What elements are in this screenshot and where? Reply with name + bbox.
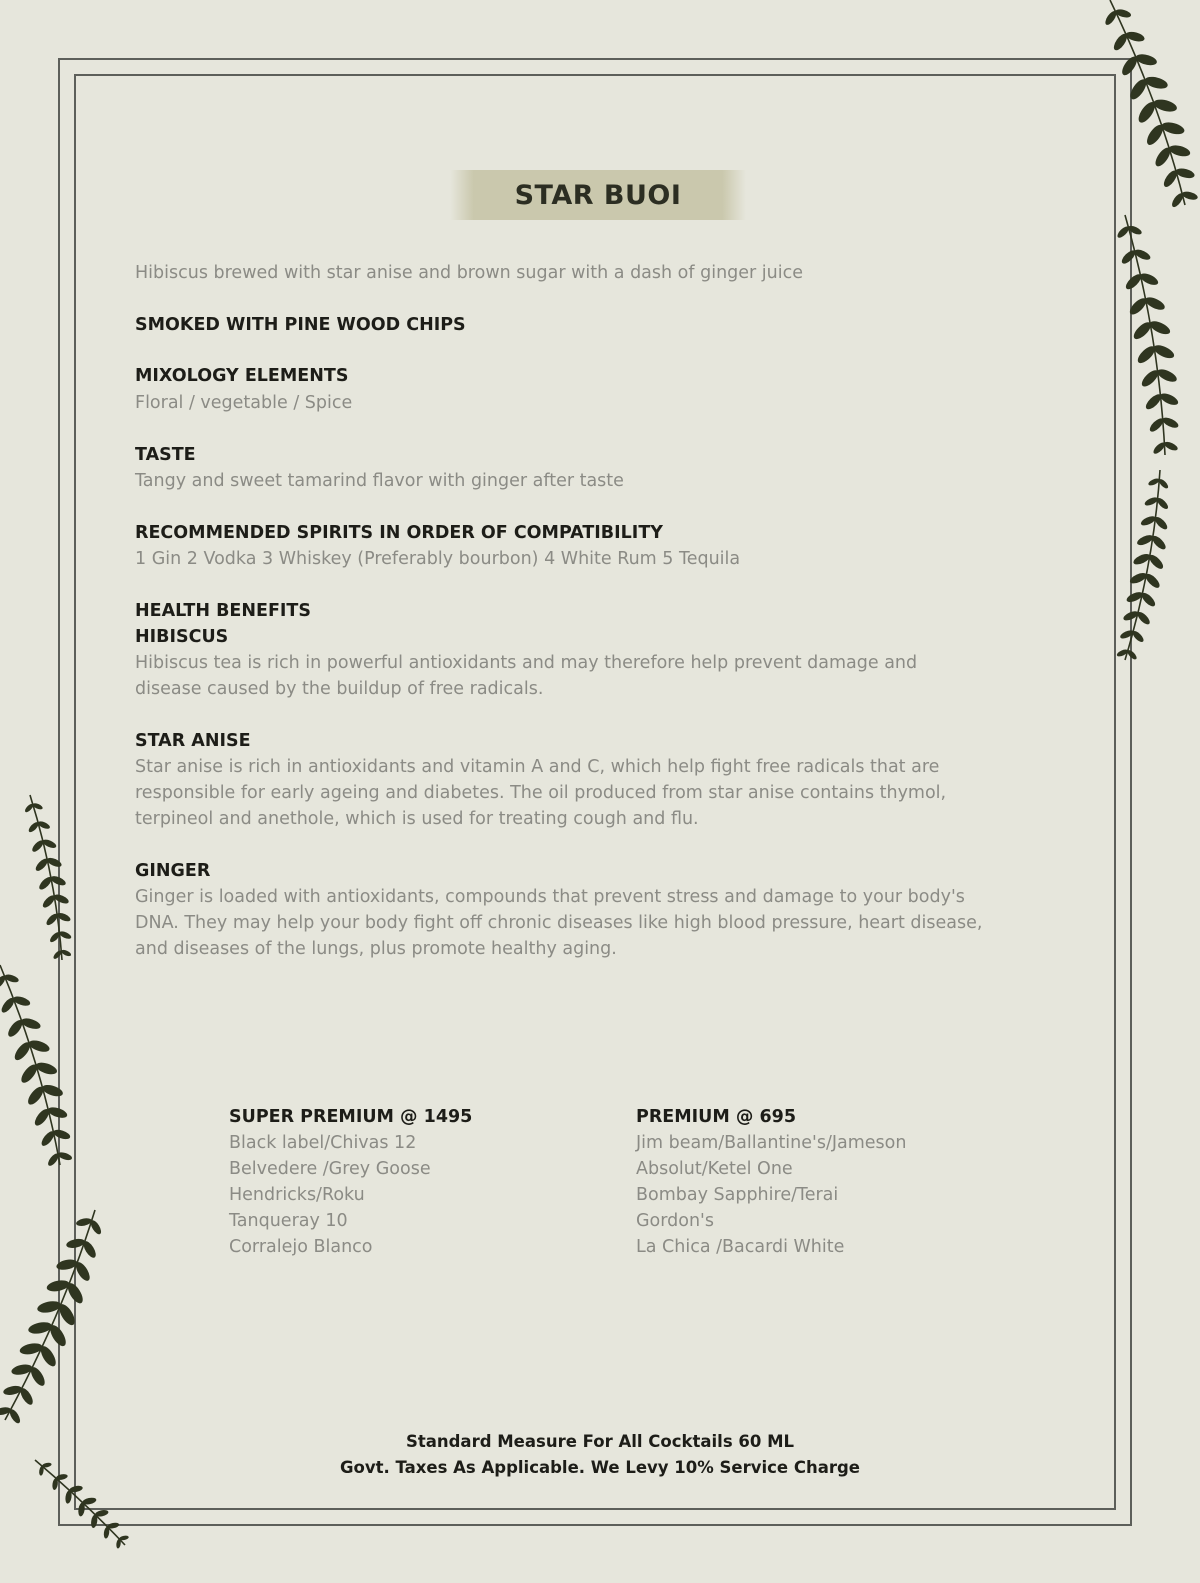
spirit-item: Black label/Chivas 12 <box>229 1133 417 1153</box>
ginger-line: DNA. They may help your body fight off chronic diseases like high blood pressure, heart disease, <box>135 913 983 933</box>
super-premium-heading: SUPER PREMIUM @ 1495 <box>229 1107 473 1127</box>
star-anise-heading: STAR ANISE <box>135 731 251 751</box>
hibiscus-line: Hibiscus tea is rich in powerful antioxidants and may therefore help prevent damage and <box>135 653 918 673</box>
taste-text: Tangy and sweet tamarind flavor with ginger after taste <box>135 471 624 491</box>
star-anise-line: responsible for early ageing and diabetes. The oil produced from star anise contains thymol, <box>135 783 947 803</box>
spirit-item: Gordon's <box>636 1211 714 1231</box>
spirit-item: Absolut/Ketel One <box>636 1159 793 1179</box>
ginger-line: and diseases of the lungs, plus promote healthy aging. <box>135 939 617 959</box>
spirit-item: Hendricks/Roku <box>229 1185 365 1205</box>
spirit-item: Corralejo Blanco <box>229 1237 373 1257</box>
spirits-heading: RECOMMENDED SPIRITS IN ORDER OF COMPATIBILITY <box>135 523 663 543</box>
star-anise-line: Star anise is rich in antioxidants and vitamin A and C, which help fight free radicals that are <box>135 757 940 777</box>
spirit-item: Jim beam/Ballantine's/Jameson <box>636 1133 907 1153</box>
spirits-text: 1 Gin 2 Vodka 3 Whiskey (Preferably bourbon) 4 White Rum 5 Tequila <box>135 549 741 569</box>
spirit-item: Belvedere /Grey Goose <box>229 1159 431 1179</box>
footer-taxes: Govt. Taxes As Applicable. We Levy 10% Service Charge <box>339 1458 861 1477</box>
premium-column <box>636 1104 906 1260</box>
description: Hibiscus brewed with star anise and brown sugar with a dash of ginger juice <box>135 263 803 283</box>
spirit-item: La Chica /Bacardi White <box>636 1237 845 1257</box>
page-title: STAR BUOI <box>514 179 682 211</box>
smoked-heading: SMOKED WITH PINE WOOD CHIPS <box>135 315 466 335</box>
spirit-item: Tanqueray 10 <box>229 1211 348 1231</box>
ginger-heading: GINGER <box>135 861 211 881</box>
hibiscus-line: disease caused by the buildup of free radicals. <box>135 679 544 699</box>
mixology-text: Floral / vegetable / Spice <box>135 393 353 413</box>
hibiscus-heading: HIBISCUS <box>135 627 229 647</box>
premium-heading: PREMIUM @ 695 <box>636 1107 797 1127</box>
ginger-line: Ginger is loaded with antioxidants, compounds that prevent stress and damage to your body's <box>135 887 965 907</box>
title-banner <box>450 170 746 220</box>
taste-heading: TASTE <box>135 445 196 465</box>
mixology-heading: MIXOLOGY ELEMENTS <box>135 366 349 386</box>
star-anise-line: terpineol and anethole, which is used for treating cough and flu. <box>135 809 699 829</box>
footer-measure: Standard Measure For All Cocktails 60 ML <box>405 1432 795 1451</box>
health-heading: HEALTH BENEFITS <box>135 601 311 621</box>
super-premium-column <box>229 1104 472 1260</box>
spirit-item: Bombay Sapphire/Terai <box>636 1185 839 1205</box>
